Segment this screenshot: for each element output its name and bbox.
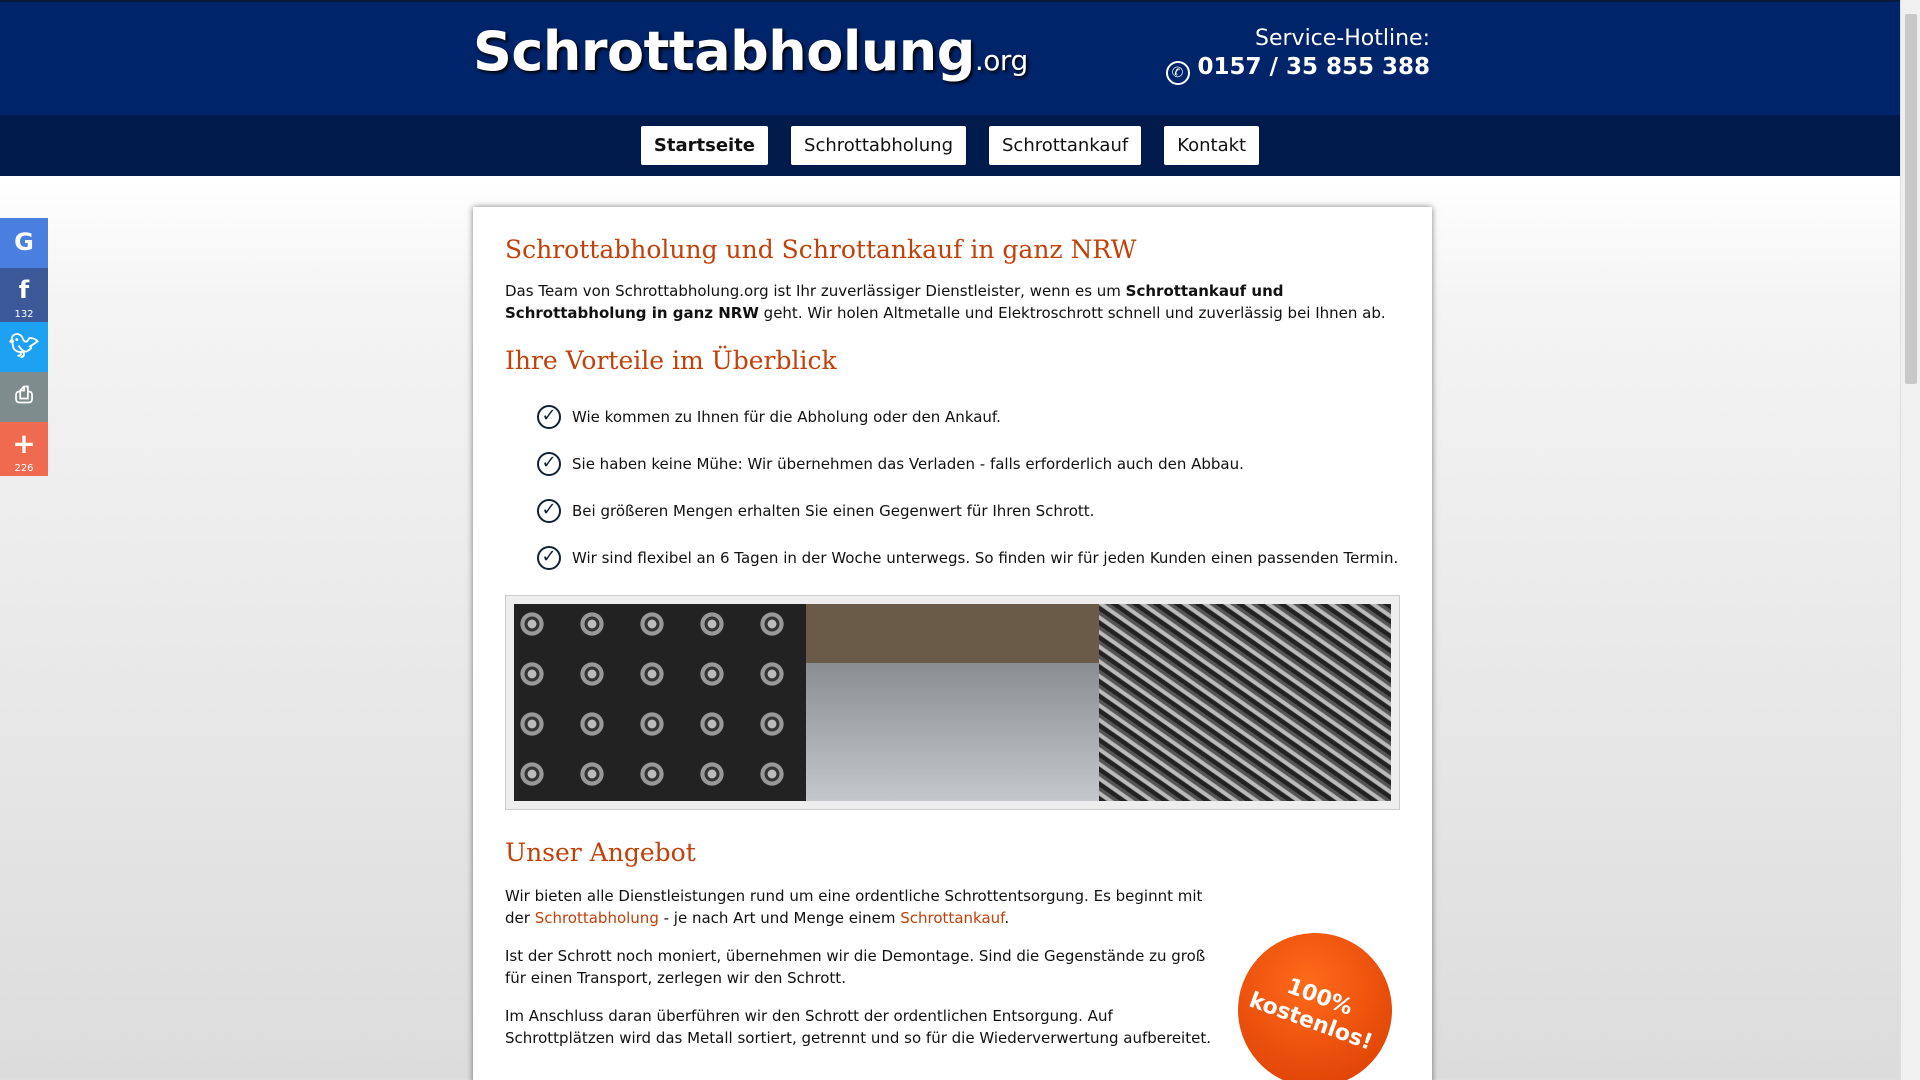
twitter-share-button[interactable]	[0, 322, 48, 372]
list-item: ✓ Wie kommen zu Ihnen für die Abholung oder den Ankauf.	[537, 393, 1400, 440]
site-logo[interactable]	[473, 20, 1028, 83]
nav-schrottankauf[interactable]: Schrottankauf	[989, 126, 1141, 165]
page-title: Schrottabholung und Schrottankauf in ganz NRW	[505, 235, 1137, 264]
nav-schrottabholung[interactable]: Schrottabholung	[791, 126, 966, 165]
scrollbar-thumb[interactable]	[1905, 14, 1917, 384]
facebook-share-button[interactable]	[0, 268, 48, 322]
service-hotline	[1166, 24, 1430, 85]
scrap-wheels-image	[514, 604, 806, 801]
twitter-icon: 🐦︎	[8, 332, 40, 360]
link-schrottabholung[interactable]: Schrottabholung	[534, 909, 659, 927]
logo-tld: .org	[974, 44, 1028, 77]
metal-shavings-image	[1099, 604, 1391, 801]
main-nav	[0, 115, 1900, 176]
phone-icon: ✆	[1166, 61, 1190, 85]
list-item: ✓ Bei größeren Mengen erhalten Sie einen Gegenwert für Ihren Schrott.	[537, 487, 1400, 534]
scrap-grapple-image	[806, 604, 1098, 801]
list-item: ✓ Sie haben keine Mühe: Wir übernehmen das Verladen - falls erforderlich auch den Abbau.	[537, 440, 1400, 487]
print-button[interactable]	[0, 372, 48, 422]
angebot-text-2: Ist der Schrott noch moniert, übernehmen wir die Demontage. Sind die Gegenstände zu groß für einen Transport, zerlegen wir den Schrott.	[505, 947, 1206, 987]
check-icon: ✓	[537, 499, 561, 523]
scrollbar[interactable]	[1900, 0, 1920, 1080]
google-icon: G	[14, 228, 34, 256]
facebook-icon: f	[18, 276, 30, 304]
nav-kontakt[interactable]: Kontakt	[1164, 126, 1259, 165]
free-badge: 100% kostenlos!	[1216, 911, 1413, 1080]
hotline-number[interactable]: 0157 / 35 855 388	[1197, 54, 1430, 80]
image-gallery	[505, 595, 1400, 810]
angebot-text-1: Wir bieten alle Dienstleistungen rund um eine ordentliche Schrottentsorgung. Es beginnt mit der Schrottabholung - je nach Art und Menge einem Schrottankauf.	[505, 887, 1203, 927]
link-schrottankauf[interactable]: Schrottankauf	[900, 909, 1005, 927]
plus-icon: +	[12, 427, 36, 460]
logo-main: Schrottabholung	[473, 20, 975, 83]
print-icon: ⎙	[15, 383, 33, 408]
main-content	[473, 207, 1432, 1080]
list-item: ✓ Wir sind flexibel an 6 Tagen in der Woche unterwegs. So finden wir für jeden Kunden einen passenden Termin.	[537, 534, 1400, 581]
check-icon: ✓	[537, 452, 561, 476]
nav-startseite[interactable]: Startseite	[641, 126, 768, 165]
more-share-button[interactable]	[0, 422, 48, 476]
angebot-heading: Unser Angebot	[505, 838, 696, 867]
site-header	[0, 0, 1900, 115]
facebook-count: 132	[14, 309, 34, 320]
check-icon: ✓	[537, 405, 561, 429]
google-share-button[interactable]	[0, 218, 48, 268]
social-share-bar	[0, 218, 48, 476]
vorteile-heading: Ihre Vorteile im Überblick	[505, 346, 837, 375]
angebot-text-3: Im Anschluss daran überführen wir den Schrott der ordentlichen Entsorgung. Auf Schrottplätzen wird das Metall sortiert, getrennt und so für die Wiederverwertung aufbereitet.	[505, 1007, 1211, 1047]
intro-text: Das Team von Schrottabholung.org ist Ihr zuverlässiger Dienstleister, wenn es um Schrottankauf und Schrottabholung in ganz NRW geht. Wir holen Altmetalle und Elektroschrott schnell und zuverlässig bei Ihnen ab.	[505, 282, 1386, 322]
check-icon: ✓	[537, 546, 561, 570]
more-count: 226	[14, 463, 34, 474]
vorteile-list	[537, 393, 1400, 581]
hotline-label: Service-Hotline:	[1255, 26, 1430, 51]
